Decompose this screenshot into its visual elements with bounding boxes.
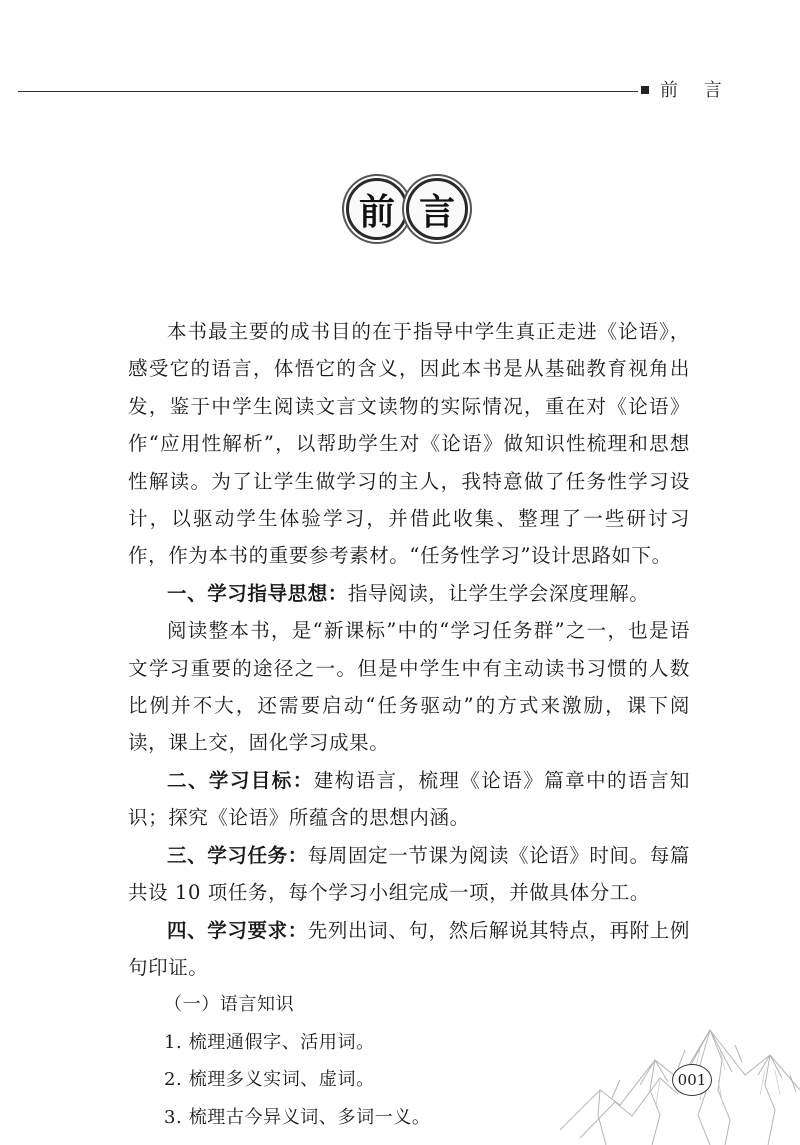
running-header-title: 前 言 <box>660 80 732 101</box>
paragraph-guiding-idea <box>128 575 690 612</box>
section-heading-goals: 二、学习目标： <box>167 768 314 792</box>
paragraph-goals <box>128 762 690 837</box>
list-item: 3. 梳理古今异义词、多词一义。 <box>164 1106 431 1128</box>
title-seal-1: 前 <box>346 178 408 240</box>
section-text-requirements: 先列出词、句，然后解说其特点，再附上例句印证。 <box>128 918 690 979</box>
section-heading-requirements: 四、学习要求： <box>167 918 308 942</box>
paragraph-intro: 本书最主要的成书目的在于指导中学生真正走进《论语》，感受它的语言，体悟它的含义，因此本书是从基础教育视角出发，鉴于中学生阅读文言文读物的实际情况，重在对《论语》作“应用性解析”，以帮助学生对《论语》做知识性梳理和思想性解读。为了让学生做学习的主人，我特意做了任务性学习设计，以驱动学生体验学习，并借此收集、整理了一些研讨习作，作为本书的重要参考素材。“任务性学习”设计思路如下。 <box>128 320 690 568</box>
section-heading-guiding-idea: 一、学习指导思想： <box>167 581 348 605</box>
paragraph-requirements <box>128 912 690 987</box>
paragraph-reading: 阅读整本书，是“新课标”中的“学习任务群”之一，也是语文学习重要的途径之一。但是中学生中有主动读书习惯的人数比例并不大，还需要启动“任务驱动”的方式来激励，课下阅读，课上交，固化学习成果。 <box>128 619 690 755</box>
subsection-heading: （一）语言知识 <box>164 994 295 1016</box>
paragraph-tasks <box>128 837 690 912</box>
section-heading-tasks: 三、学习任务： <box>167 843 308 867</box>
section-text-goals: 建构语言，梳理《论语》篇章中的语言知识；探究《论语》所蕴含的思想内涵。 <box>128 768 690 830</box>
page-number: 001 <box>672 1064 712 1096</box>
list-item: 2. 梳理多义实词、虚词。 <box>164 1069 375 1091</box>
title-seal-2: 言 <box>406 178 468 240</box>
section-text-guiding-idea: 指导阅读，让学生学会深度理解。 <box>347 581 650 605</box>
list-item: 1. 梳理通假字、活用词。 <box>164 1031 375 1053</box>
body-text <box>128 313 690 1136</box>
header-rule <box>18 91 638 92</box>
square-bullet-icon <box>641 86 649 94</box>
section-text-tasks: 每周固定一节课为阅读《论语》时间。每篇共设 10 项任务，每个学习小组完成一项，并做具体分工。 <box>128 843 690 905</box>
page-title <box>346 178 466 238</box>
